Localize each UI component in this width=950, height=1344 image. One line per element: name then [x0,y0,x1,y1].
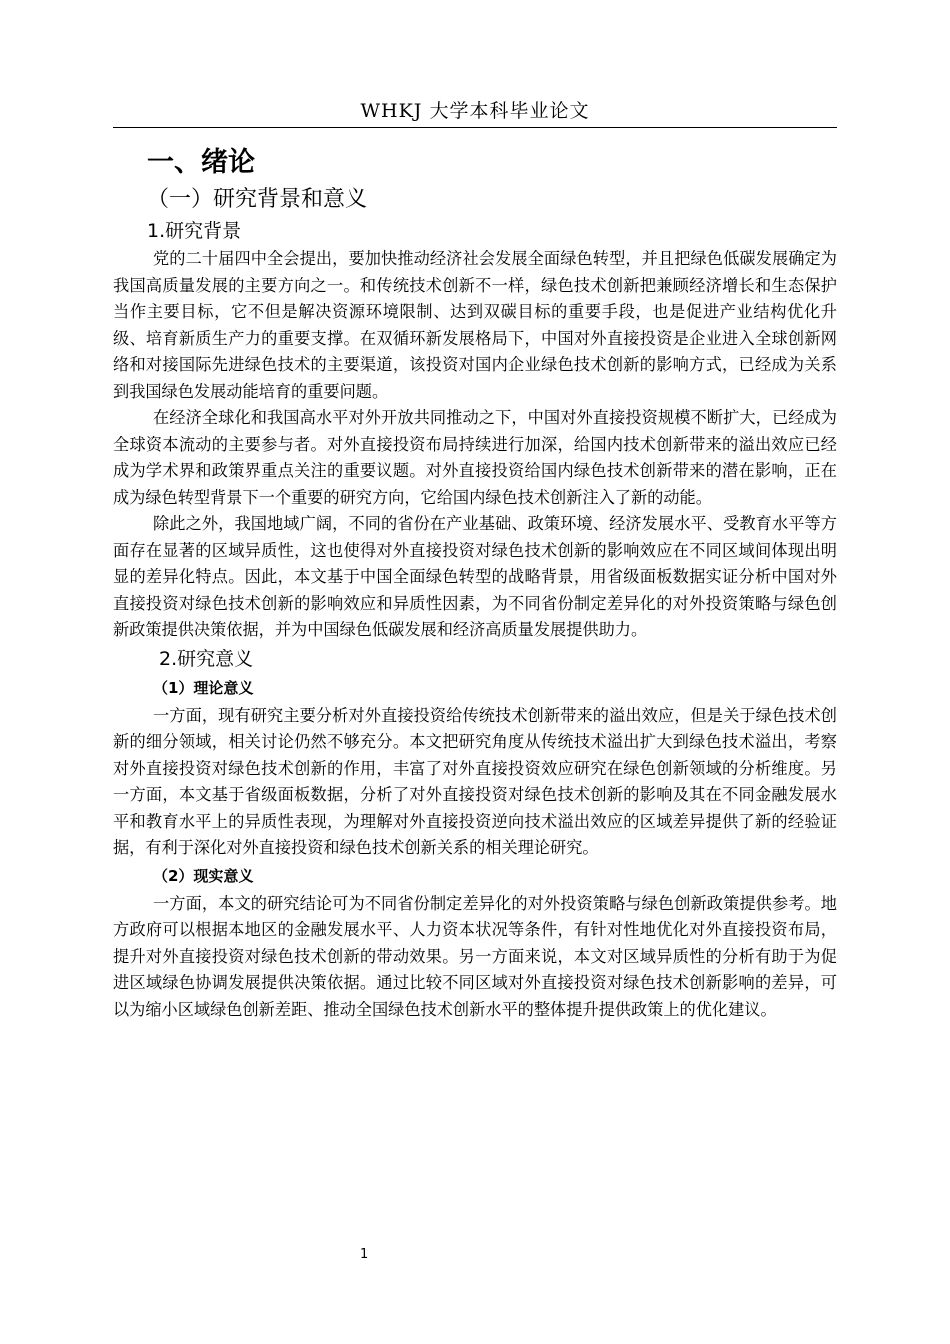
page-number: 1 [360,1247,369,1262]
header-title: WHKJ 大学本科毕业论文 [360,100,590,122]
paragraph: 党的二十届四中全会提出，要加快推动经济社会发展全面绿色转型，并且把绿色低碳发展确定为我国高质量发展的主要方向之一。和传统技术创新不一样，绿色技术创新把兼顾经济增长和生态保护当作主要目标，它不但是解决资源环境限制、达到双碳目标的重要手段，也是促进产业结构优化升级、培育新质生产力的重要支撑。在双循环新发展格局下，中国对外直接投资是企业进入全球创新网络和对接国际先进绿色技术的主要渠道，该投资对国内企业绿色技术创新的影响方式，已经成为关系到我国绿色发展动能培育的重要问题。 [113,249,837,401]
header-rule [113,127,837,128]
heading-practice: （2）现实意义 [153,866,254,885]
section-title: （一）研究背景和意义 [147,187,368,212]
chapter-title: 一、绪论 [147,147,255,178]
paragraph: 一方面，现有研究主要分析对外直接投资给传统技术创新带来的溢出效应，但是关于绿色技术创新的细分领域，相关讨论仍然不够充分。本文把研究角度从传统技术溢出扩大到绿色技术溢出，考察对外直接投资对绿色技术创新的作用，丰富了对外直接投资效应研究在绿色创新领域的分析维度。另一方面，本文基于省级面板数据，分析了对外直接投资对绿色技术创新的影响及其在不同金融发展水平和教育水平上的异质性表现，为理解对外直接投资逆向技术溢出效应的区域差异提供了新的经验证据，有利于深化对外直接投资和绿色技术创新关系的相关理论研究。 [113,705,837,857]
paragraph: 一方面，本文的研究结论可为不同省份制定差异化的对外投资策略与绿色创新政策提供参考。地方政府可以根据本地区的金融发展水平、人力资本状况等条件，有针对性地优化对外直接投资布局，提升对外直接投资对绿色技术创新的带动效果。另一方面来说，本文对区域异质性的分析有助于为促进区域绿色协调发展提供决策依据。通过比较不同区域对外直接投资对绿色技术创新影响的差异，可以为缩小区域绿色创新差距、推动全国绿色技术创新水平的整体提升提供政策上的优化建议。 [113,893,837,1019]
page-header [113,96,837,123]
page-body [113,143,837,1023]
paragraph: 除此之外，我国地域广阔，不同的省份在产业基础、政策环境、经济发展水平、受教育水平等方面存在显著的区域异质性，这也使得对外直接投资对绿色技术创新的影响效应在不同区域间体现出明显的差异化特点。因此，本文基于中国全面绿色转型的战略背景，用省级面板数据实证分析中国对外直接投资对绿色技术创新的影响效应和异质性因素，为不同省份制定差异化的对外投资策略与绿色创新政策提供决策依据，并为中国绿色低碳发展和经济高质量发展提供助力。 [113,514,837,639]
paragraph: 在经济全球化和我国高水平对外开放共同推动之下，中国对外直接投资规模不断扩大，已经成为全球资本流动的主要参与者。对外直接投资布局持续进行加深，给国内技术创新带来的溢出效应已经成为学术界和政策界重点关注的重要议题。对外直接投资给国内绿色技术创新带来的潜在影响，正在成为绿色转型背景下一个重要的研究方向，它给国内绿色技术创新注入了新的动能。 [113,408,837,507]
subsection-title-significance: 2.研究意义 [159,647,254,670]
subsection-title-background: 1.研究背景 [147,220,242,242]
heading-theory: （1）理论意义 [153,678,254,697]
